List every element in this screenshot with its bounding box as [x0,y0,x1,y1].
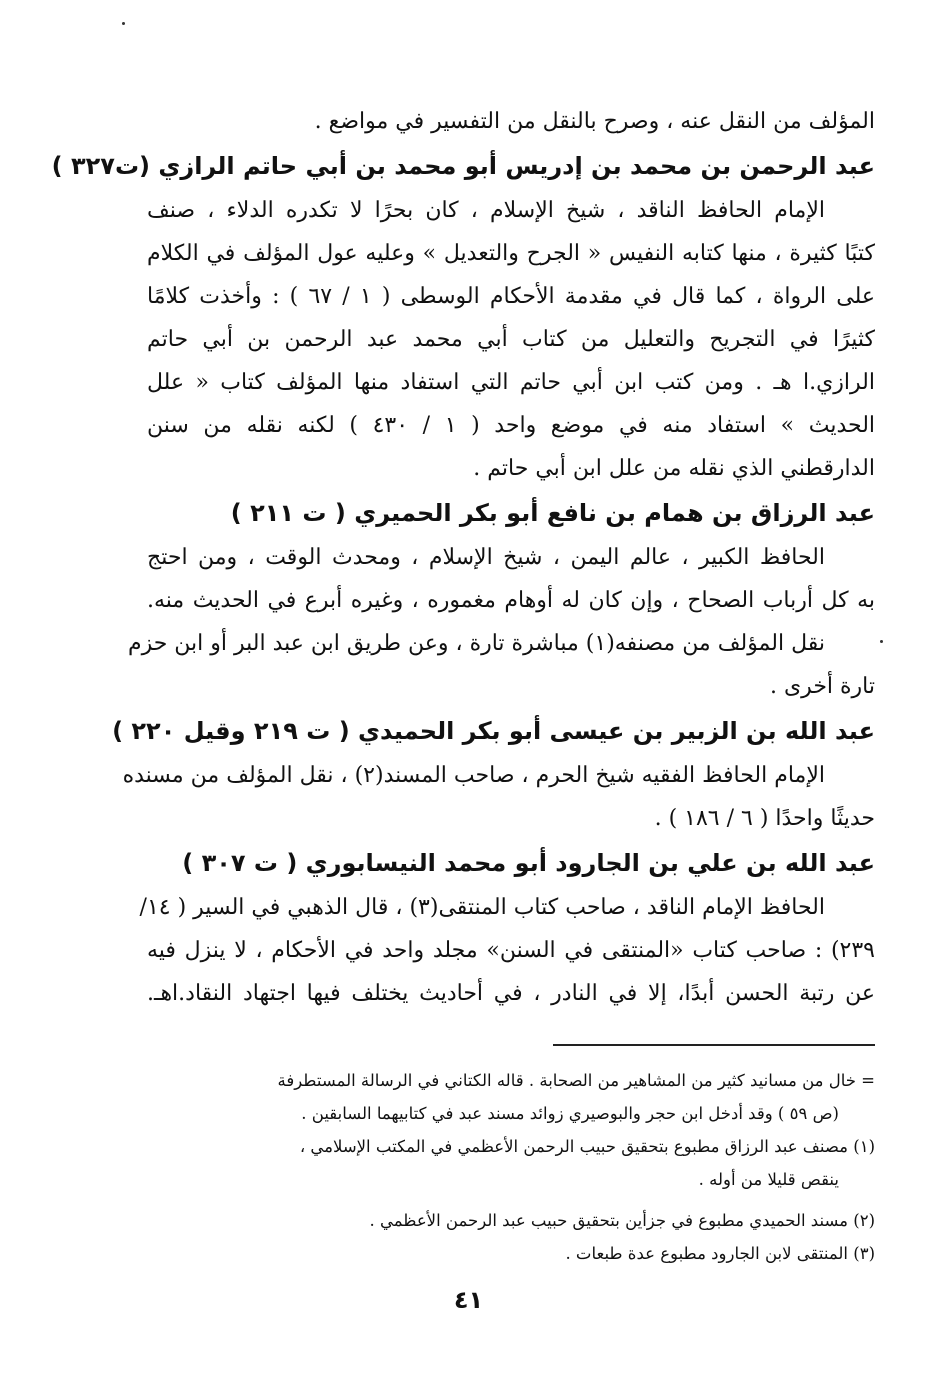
text-line: الحافظ الإمام الناقد ، صاحب كتاب المنتقى(٣) ، قال الذهبي في السير ( ١٤/ [139,895,825,920]
entry-heading: عبد الله بن الزبير بن عيسى أبو بكر الحميدي ( ت ٢١٩ وقيل ٢٢٠ ) [112,717,875,745]
text-line: نقل المؤلف من مصنفه(١) مباشرة تارة ، وعن طريق ابن عبد البر أو ابن حزم [127,631,825,656]
scan-speck [880,640,883,643]
text-line: تارة أخرى . [769,674,875,699]
text-line: الحافظ الكبير ، عالم اليمن ، شيخ الإسلام ، ومحدث الوقت ، ومن احتج [147,545,825,570]
entry-heading: عبد الله بن علي بن الجارود أبو محمد النيسابوري ( ت ٣٠٧ ) [182,849,875,877]
text-line: الإمام الحافظ الناقد ، شيخ الإسلام ، كان بحرًا لا تكدره الدلاء ، صنف [147,198,825,223]
entry-heading: عبد الرحمن بن محمد بن إدريس أبو محمد بن أبي حاتم الرازي (ت٣٢٧ ) [51,152,875,180]
text-line: على الرواة ، كما قال في مقدمة الأحكام الوسطى ( ١ / ٦٧ ) : وأخذت كلامًا [147,284,875,309]
text-line: الرازي.ا هـ . ومن كتب ابن أبي حاتم التي استفاد منها المؤلف كتاب « علل [147,370,875,395]
text-line: الحديث » استفاد منه في موضع واحد ( ١ / ٤٣٠ ) لكنه نقله من سنن [147,413,876,438]
footnote-line: (ص ٥٩ ) وقد أدخل ابن حجر والبوصيري زوائد مسند عبد في كتابيهما السابقين . [301,1104,839,1123]
footnote-line: (١) مصنف عبد الرزاق مطبوع بتحقيق حبيب الرحمن الأعظمي في المكتب الإسلامي ، [299,1137,875,1156]
footnote-line: (٣) المنتقى لابن الجارود مطبوع عدة طبعات . [565,1244,875,1263]
text-line: الدارقطني الذي نقله من علل ابن أبي حاتم . [473,456,875,481]
entry-heading: عبد الرزاق بن همام بن نافع أبو بكر الحميري ( ت ٢١١ ) [230,499,875,527]
footnote-separator [553,1044,875,1046]
footnote-line: (٢) مسند الحميدي مطبوع في جزأين بتحقيق حبيب عبد الرحمن الأعظمي . [369,1211,875,1230]
page-number: ٤١ [453,1286,484,1314]
footnote-line: ينقص قليلا من أوله . [698,1170,839,1189]
footnotes [147,1064,875,1270]
text-line: الإمام الحافظ الفقيه شيخ الحرم ، صاحب المسند(٢) ، نقل المؤلف من مسنده [122,763,825,788]
text-line: كثيرًا في التجريح والتعليل من كتاب أبي محمد عبد الرحمن بن أبي حاتم [147,327,875,352]
text-line: عن رتبة الحسن أبدًا، إلا في النادر ، في أحاديث يختلف فيها اجتهاد النقاد.اهـ. [147,981,875,1006]
text-line: به كل أرباب الصحاح ، وإن كان له أوهام مغموره ، وغيره أبرع في الحديث منه. [147,588,875,613]
text-line: ٢٣٩) : صاحب كتاب «المنتقى في السنن» مجلد واحد في الأحكام ، لا ينزل فيه [147,938,875,963]
main-text [51,100,876,1015]
text-line: المؤلف من النقل عنه ، وصرح بالنقل من التفسير في مواضع . [314,109,875,134]
text-line: حديثًا واحدًا ( ٦ / ١٨٦ ) . [654,806,875,831]
scan-speck [122,22,125,25]
footnote-line: = خال من مسانيد كثير من المشاهير من الصحابة . قاله الكتاني في الرسالة المستطرفة [277,1071,875,1090]
text-line: كتبًا كثيرة ، منها كتابه النفيس « الجرح والتعديل » وعليه عول المؤلف في الكلام [147,241,875,266]
